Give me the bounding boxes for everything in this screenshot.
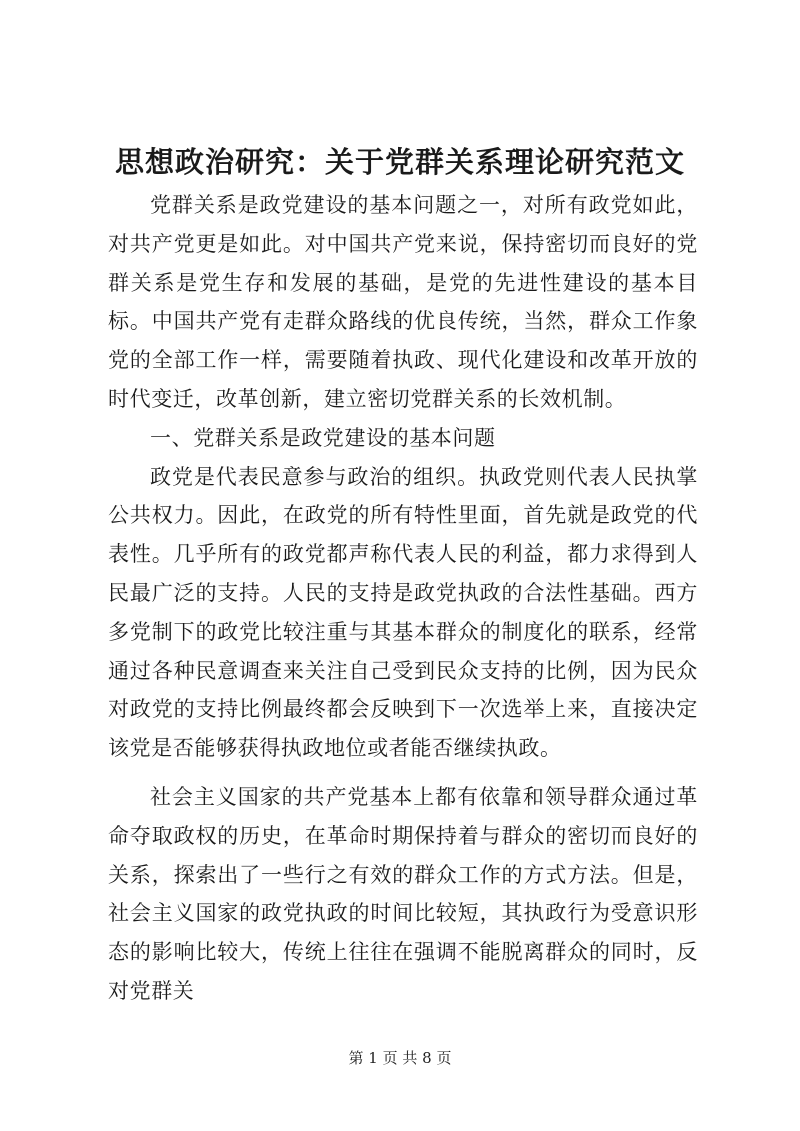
- paragraph-intro: 党群关系是政党建设的基本问题之一，对所有政党如此，对共产党更是如此。对中国共产党来说，保持密切而良好的党群关系是党生存和发展的基础，是党的先进性建设的基本目标。中国共产党有走群众路线的优良传统，当然，群众工作象党的全部工作一样，需要随着执政、现代化建设和改革开放的时代变迁，改革创新，建立密切党群关系的长效机制。: [108, 193, 698, 411]
- paragraph-spacer: [108, 768, 698, 778]
- page-number-label: 第 1 页 共 8 页: [348, 1049, 452, 1067]
- document-body: [108, 186, 698, 1011]
- page-footer: [0, 1048, 800, 1068]
- paragraph-socialist-countries: 社会主义国家的共产党基本上都有依靠和领导群众通过革命夺取政权的历史，在革命时期保持着与群众的密切而良好的关系，探索出了一些行之有效的群众工作的方式方法。但是，社会主义国家的政党执政的时间比较短，其执政行为受意识形态的影响比较大，传统上往往在强调不能脱离群众的同时，反对党群关: [108, 784, 698, 1003]
- section-heading-1: 一、党群关系是政党建设的基本问题: [150, 425, 496, 450]
- document-title: 思想政治研究：关于党群关系理论研究范文: [114, 145, 685, 179]
- paragraph-political-party: 政党是代表民意参与政治的组织。执政党则代表人民执掌公共权力。因此，在政党的所有特性里面，首先就是政党的代表性。几乎所有的政党都声称代表人民的利益，都力求得到人民最广泛的支持。人民的支持是政党执政的合法性基础。西方多党制下的政党比较注重与其基本群众的制度化的联系，经常通过各种民意调查来关注自己受到民众支持的比例，因为民众对政党的支持比例最终都会反映到下一次选举上来，直接决定该党是否能够获得执政地位或者能否继续执政。: [108, 464, 698, 761]
